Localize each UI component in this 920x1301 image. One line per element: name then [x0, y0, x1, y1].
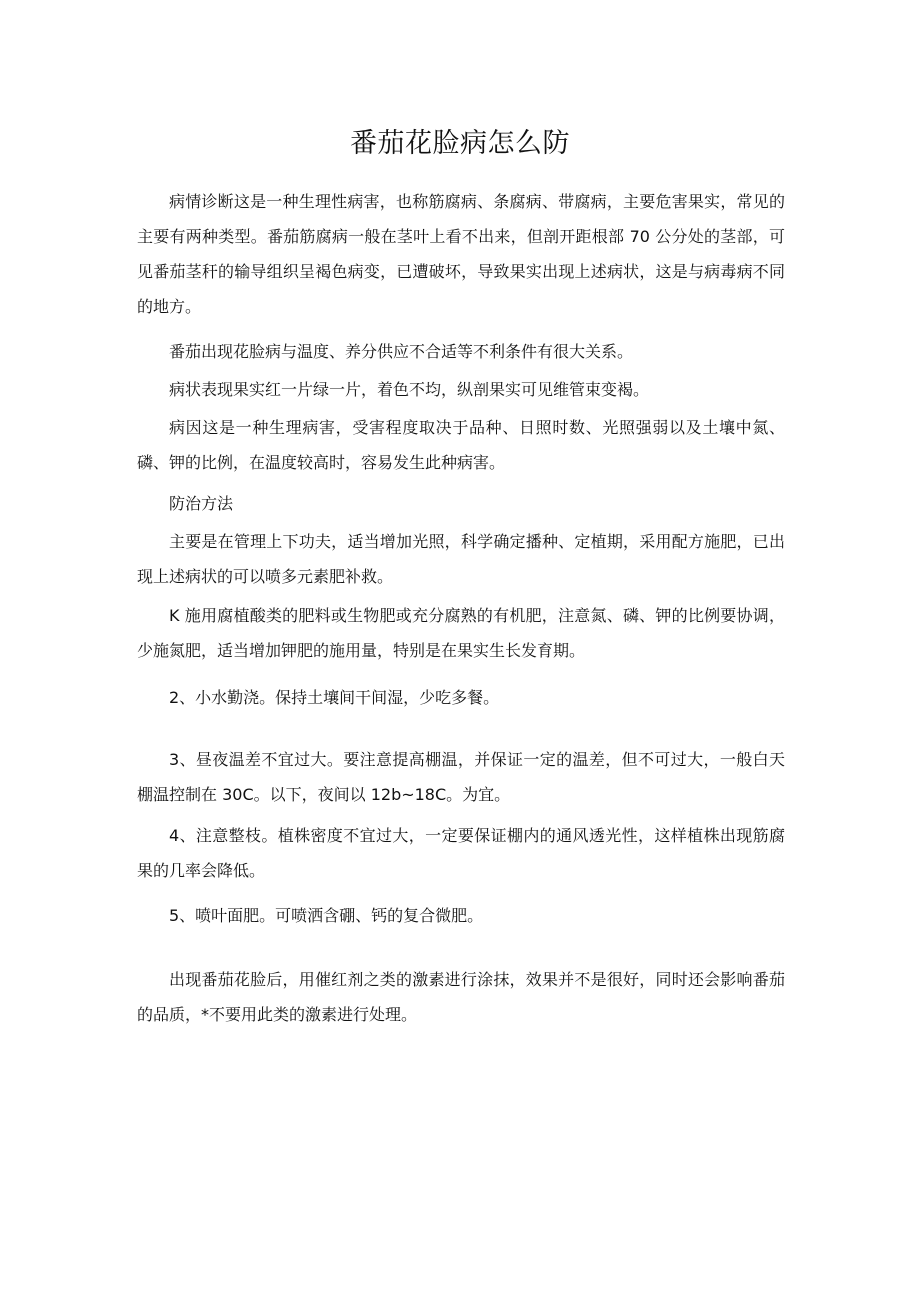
paragraph-symptoms: 病状表现果实红一片绿一片，着色不均，纵剖果实可见维管束变褐。 — [169, 380, 650, 399]
paragraph-cause-conditions: 番茄出现花脸病与温度、养分供应不合适等不利条件有很大关系。 — [169, 342, 634, 361]
paragraph-prevention-heading: 防治方法 — [169, 494, 234, 513]
paragraph-diagnosis: 病情诊断这是一种生理性病害，也称筋腐病、条腐病、带腐病，主要危害果实，常见的主要有两种类型。番茄筋腐病一般在茎叶上看不出来，但剖开距根部 70 公分处的茎部，可见番茄茎秆的输导组织呈褐色病变，已遭破坏，导致果实出现上述病状，这是与病毒病不同的地方。 — [137, 192, 785, 316]
paragraph-pruning: 4、注意整枝。植株密度不宜过大，一定要保证棚内的通风透光性，这样植株出现筋腐果的几率会降低。 — [137, 826, 785, 880]
paragraph-etiology: 病因这是一种生理病害，受害程度取决于品种、日照时数、光照强弱以及土壤中氮、磷、钾的比例，在温度较高时，容易发生此种病害。 — [137, 418, 785, 472]
paragraph-foliar-fertilizer: 5、喷叶面肥。可喷洒含硼、钙的复合微肥。 — [169, 906, 484, 925]
paragraph-hormone-warning: 出现番茄花脸后，用催红剂之类的激素进行涂抹，效果并不是很好，同时还会影响番茄的品质，*不要用此类的激素进行处理。 — [137, 970, 785, 1024]
document-title: 番茄花脸病怎么防 — [350, 128, 570, 159]
paragraph-temperature: 3、昼夜温差不宜过大。要注意提高棚温，并保证一定的温差，但不可过大，一般白天棚温控制在 30C。以下，夜间以 12b~18C。为宜。 — [137, 750, 785, 804]
paragraph-watering: 2、小水勤浇。保持土壤间干间湿，少吃多餐。 — [169, 688, 500, 707]
paragraph-management: 主要是在管理上下功夫，适当增加光照，科学确定播种、定植期，采用配方施肥，已出现上述病状的可以喷多元素肥补救。 — [137, 532, 785, 586]
paragraph-fertilizer: K 施用腐植酸类的肥料或生物肥或充分腐熟的有机肥，注意氮、磷、钾的比例要协调，少施氮肥，适当增加钾肥的施用量，特别是在果实生长发育期。 — [137, 606, 785, 660]
